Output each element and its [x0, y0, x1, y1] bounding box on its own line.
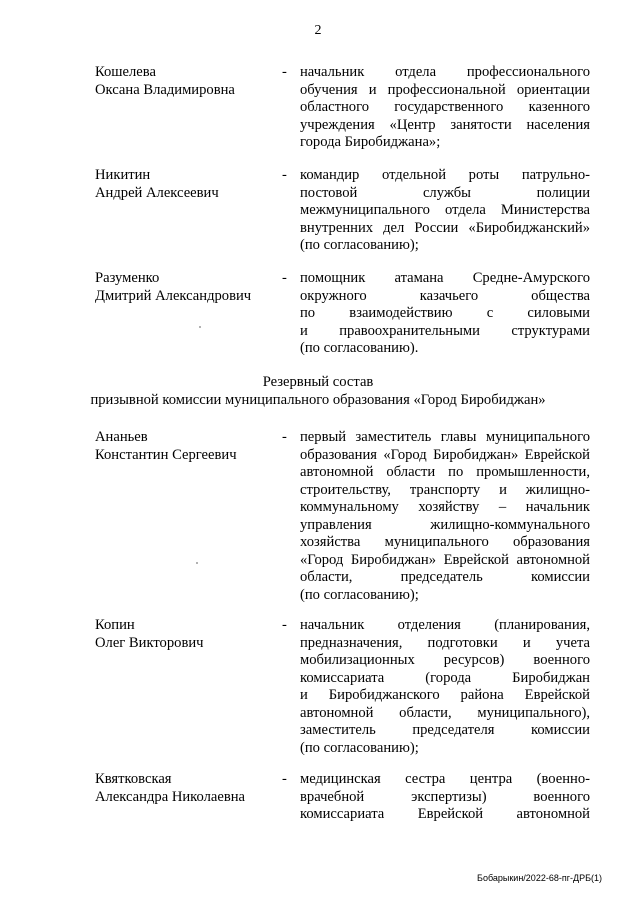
position-line: начальник отдела профессионального: [300, 64, 590, 80]
given-names: Андрей Алексеевич: [95, 184, 219, 201]
member-name: [95, 429, 275, 464]
member-position: [300, 64, 590, 152]
surname: Квятковская: [95, 771, 172, 787]
position-line: строительству, транспорту и жилищно-: [300, 481, 590, 498]
dash: -: [282, 167, 287, 183]
position-line: заместитель председателя комиссии: [300, 722, 590, 738]
position-line: командир отдельной роты патрульно-: [300, 167, 590, 183]
position-line: предназначения, подготовки и учета: [300, 634, 590, 651]
dash: -: [282, 429, 287, 445]
surname: Копин: [95, 617, 135, 633]
member-position: [300, 771, 590, 824]
position-line: начальник отделения (планирования,: [300, 617, 590, 633]
heading-line-1: Резервный состав: [262, 374, 374, 390]
position-line: образования «Город Биробиджан» Еврейской: [300, 446, 590, 463]
member-name: [95, 617, 275, 652]
member-name: [95, 270, 275, 305]
position-line: мобилизационных ресурсов) военного: [300, 652, 590, 668]
position-line: постовой службы полиции: [300, 184, 590, 201]
position-line: обучения и профессиональной ориентации: [300, 81, 590, 98]
dash: -: [282, 270, 287, 286]
position-line: управления жилищно-коммунального: [300, 516, 590, 533]
scan-speck: [199, 326, 201, 328]
dash: -: [282, 64, 287, 80]
position-line: города Биробиджана»;: [300, 134, 441, 150]
member-position: [300, 617, 590, 757]
position-line: врачебной экспертизы) военного: [300, 788, 590, 805]
section-heading: [0, 374, 636, 409]
dash: -: [282, 617, 287, 633]
member-position: [300, 270, 590, 358]
position-line: внутренних дел России «Биробиджанский»: [300, 219, 590, 236]
position-line: межмуниципального отдела Министерства: [300, 202, 590, 218]
member-name: [95, 167, 275, 202]
heading-line-2: призывной комиссии муниципального образования «Город Биробиджан»: [90, 391, 546, 408]
given-names: Константин Сергеевич: [95, 446, 237, 463]
position-line: (по согласованию);: [300, 739, 419, 756]
given-names: Оксана Владимировна: [95, 81, 235, 98]
member-name: [95, 771, 275, 806]
position-line: по взаимодействию с силовыми: [300, 305, 590, 321]
position-line: областного государственного казенного: [300, 99, 590, 115]
surname: Разуменко: [95, 270, 160, 286]
position-line: окружного казачьего общества: [300, 287, 590, 304]
position-line: и Биробиджанского района Еврейской: [300, 687, 590, 703]
position-line: коммунальному хозяйству – начальник: [300, 499, 590, 515]
position-line: хозяйства муниципального образования: [300, 534, 590, 550]
position-line: комиссариата Еврейской автономной: [300, 806, 590, 822]
position-line: «Город Биробиджан» Еврейской автономной: [300, 551, 590, 568]
position-line: и правоохранительными структурами: [300, 322, 590, 339]
position-line: медицинская сестра центра (военно-: [300, 771, 590, 787]
position-line: автономной области по промышленности,: [300, 464, 590, 480]
position-line: (по согласованию);: [300, 586, 419, 603]
member-position: [300, 167, 590, 255]
member-position: [300, 429, 590, 604]
surname: Никитин: [95, 167, 151, 183]
position-line: учреждения «Центр занятости населения: [300, 116, 590, 133]
surname: Кошелева: [95, 64, 156, 80]
position-line: первый заместитель главы муниципального: [300, 429, 590, 445]
position-line: (по согласованию).: [300, 340, 419, 356]
position-line: области, председатель комиссии: [300, 569, 590, 585]
given-names: Александра Николаевна: [95, 788, 246, 805]
position-line: помощник атамана Средне-Амурского: [300, 270, 590, 286]
position-line: автономной области, муниципального),: [300, 704, 590, 721]
given-names: Олег Викторович: [95, 634, 204, 651]
surname: Ананьев: [95, 429, 148, 445]
given-names: Дмитрий Александрович: [95, 287, 252, 304]
dash: -: [282, 771, 287, 787]
position-line: комиссариата (города Биробиджан: [300, 669, 590, 686]
member-name: [95, 64, 275, 99]
document-footer-code: Бобарыкин/2022-68-пг-ДРБ(1): [477, 873, 602, 883]
scan-speck: [196, 562, 198, 564]
page-number: 2: [314, 23, 322, 38]
position-line: (по согласованию);: [300, 237, 419, 253]
